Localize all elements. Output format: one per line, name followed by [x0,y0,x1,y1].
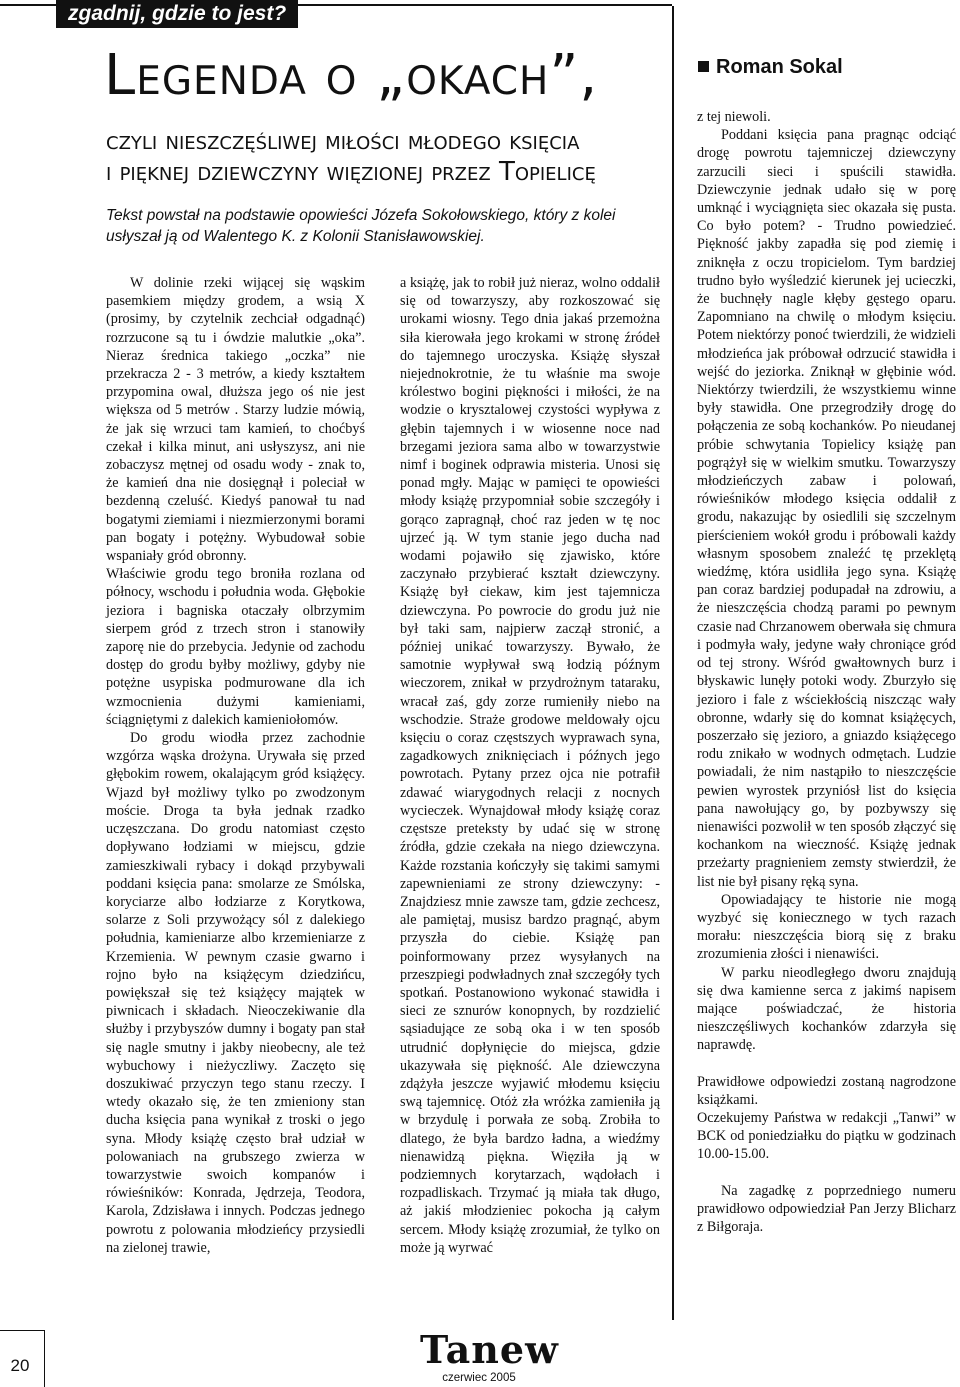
paragraph: W parku nieodległego dworu znajdują się dwa kamienne serca z jakimś napisem mające poświadczać, że historia nieszczęśliwych kochanków zdarzyła się naprawdę. [697,964,956,1054]
author-byline [698,54,843,80]
subtitle-line: czyli nieszczęśliwej miłości młodego księcia [106,126,580,156]
text-column-2 [400,274,660,1257]
paragraph: W dolinie rzeki wijącej się wąskim pasemkiem między grodem, a wsią X (prosimy, by czytelnik zechciał odgadnąć) rozrzucone są tu i ówdzie malutkie „oka”. Nieraz średnica takiego „oczka” nie przekracza 2 - 3 metrów, a kiedy kształtem przypomina owal, dłuższa jego oś nie jest większa od 5 metrów . Starzy ludzie mówią, że jak się wrzuci tam kamień, to choćbyś czekał i kilka minut, ani usłyszysz, ani nie zobaczysz mętnej od osadu wody - znak to, że kamień dna nie dosięgnął i poleciał w bezdenną czeluść. Kiedyś panował tu nad bogatymi ziemiami i niezmierzonymi borami pan bogaty i potężny. Wybudował sobie wspaniały gród obronny. [106,275,365,565]
page-number: 20 [10,1356,30,1375]
text-column-3 [697,108,956,1236]
paragraph: Opowiadający te historie nie mogą wyzbyć się koniecznego w tych razach morału: nieszczęścia biorą się z braku zrozumienia złości i nienawiści. [697,891,956,963]
contest-note: Prawidłowe odpowiedzi zostaną nagrodzone książkami. [697,1073,956,1108]
magazine-logo: Tanew [420,1327,559,1372]
subtitle-line: i pięknej dziewczyny więzionej przez Topielicę [106,157,596,187]
contest-note: Oczekujemy Państwa w redakcji „Tanwi” w BCK od poniedziałku do piątku w godzinach 10.00-15.00. [697,1109,956,1163]
square-bullet-icon [698,61,709,72]
paragraph: z tej niewoli. [697,109,771,125]
section-rubric: zgadnij, gdzie to jest? [56,0,298,28]
paragraph: Do grodu wiodła przez zachodnie wzgórza wąska drożyna. Urywała się przed głębokim rowem, okalającym gród książęcy. Wjazd był możliwy tylko po zwodzonym moście. Droga ta była jednak rzadko uczęszczana. Do grodu natomiast często dopływano łodziami w miejscu, gdzie zamieszkiwali rybacy i dokąd przybywali poddani księcia pana: smolarze ze Smólska, koryciarze albo łodziarze z Korytkowa, solarze z Soli przywożący sól z dalekiego południa, kamieniarze albo krzemieniarze z Krzemienia. W pewnym czasie gwarno i rojno było na książęcym dziedzińcu, powiększał się też książęcy majątek w piwnicach i składach. Nieoczekiwanie dla służby i przybyszów dumny i bogaty pan stał się nagle smutny i jakby nieobecny, ale też wybuchowy i nieżyczliwy. Zaczęto się doszukiwać przyczyn tego stanu rzeczy. I wtedy okazało się, że ten zmieniony stan ducha księcia pana wynikał z troski o jego syna. Młody książę często brał udział w polowaniach na grubszego zwierza w towarzystwie swoich kompanów i rówieśników: Konrada, Jędrzeja, Teodora, Karola, Zdzisława i innych. Podczas jednego powrotu z polowania młodzieńcy przysiedli na zielonej trawie, [106,730,365,1256]
paragraph: Poddani księcia pana pragnąc odciąć drogę powrotu tajemniczej dziewczyny zarzucili sieci i spuścili stawidła. Dziewczynie jednak udało się w porę umknąć i wyciągnięta siec okazała się pusta. Co było potem? - Trudno powiedzieć. Piękność jakby zapadła się pod ziemię i zniknęła z oczu tropicielom. Tym bardziej trudno było wyśledzić kierunek jej ucieczki, że buchnęły nagle kłęby gęstego oparu. Zapomniano na chwilę o młodym księciu. Potem niektórzy ponoć twierdzili, że widzieli młodzieńca jak próbował odrzucić stawidła i wejść do jeziorka. Zniknął w głębinie wód. Niektórzy twierdzili, że wszystkiemu winne były stawidła. One przegrodziły drogę do połączenia ze sobą kochanków. Po nieudanej próbie schwytania Topielicy książę pan pogrążył się w wielkim smutku. Towarzyszy młodzieńczych zabaw i polowań, rówieśników młodego księcia oddalił z grodu, nakazując by osiedlili się szczelnym pierścieniem wokół grodu i próbowali każdy własnym sposobem znaleźć tę przeklętą wiedźmę, która usidliła jego syna. Książę pan coraz bardziej podupadał na zdrowiu, a że nieszczęścia chodzą parami po pewnym czasie nad Chrzanowem oberwała się chmura i podmyła wały, jedyne wały chroniące gród od tej strony. Wśród gwałtownych burz i błyskawic lunęły potoki wody. Zburzyło się jezioro i fale z wściekłością niszcząc wały obronne, wdarły się do komnat książęcych, poszerzało się jezioro, a gniazdo książęcego rodu znikało w wodnych odmętach. Ludzie powiadali, że nim nastąpiło to nieszczęście pewien wyrostek przyniósł list do księcia pana nawołujący go, by pozbywszy się nienawiści pozwolił w ten sposób złączyć się kochankom na wieczność. Książę jednak przeżarty pragnieniem zemsty stwierdził, że list nie był pisany ręką syna. [697,127,956,890]
winner-note: Na zagadkę z poprzedniego numeru prawidłowo odpowiedział Pan Jerzy Blicharz z Biłgoraja. [697,1182,956,1235]
article-subtitle [106,126,666,188]
author-name: Roman Sokal [716,56,843,78]
article-title: Legenda o „okach”, [104,43,599,108]
paragraph: Właściwie grodu tego broniła rozlana od północy, wschodu i południa woda. Głębokie jeziora i bagniska otaczały olbrzymim sierpem gród z trzech stron i stanowiły zaporę nie do przebycia. Jedynie od zachodu dostęp do grodu byłby możliwy, gdyby nie potężne usypiska podmurowane dla ich wzmocnienia dużymi kamieniami, ściągniętymi z dalekich kamieniołomów. [106,566,365,728]
paragraph: a książę, jak to robił już nieraz, wolno oddalił się od towarzyszy, aby rozkoszować się urokami wiosny. Tego dnia jakaś przemożna siła kierowała jego krokami w stronę źródeł do tajemnego uroczyska. Książę słyszał niejednokrotnie, że tu właśnie ma swoje królestwo bogini piękności i miłości, że na wodzie o krysztalowej czystości wypływa z głębin tajemnych i w wiosenne noce nad brzegami jeziora sama albo w towarzystwie nimf i boginek odprawia misteria. Unosi się ponad mgły. Mając w pamięci te opowieści młody książę przypomniał sobie szczegóły i gorąco zapragnął, choć raz jeden w tę noc ujrzeć ją. W tym stanie jego ducha nad wodami pojawiło się zjawisko, które zaczynało przybierać kształt dziewczyny. Książę był ciekaw, kim jest tajemnicza dziewczyna. Po powrocie do grodu już nie był taki sam, najpierw zaczął stronić, a później unikać towarzyszy. Bywało, że samotnie wypływał swą łodzią późnym wieczorem, znikał w przydrożnym tataraku, wracał zaś, gdy zorze rumieniły niebo na wschodzie. Straże grodowe meldowały ojcu księciu o coraz częstszych wyprawach syna, zagadkowych zniknięciach i późnych jego powrotach. Pytany przez ojca nie potrafił zdawać wiarygodnych relacji z nocnych wycieczek. Wynajdował młody książę coraz częstsze preteksty by udać się w stronę źródła, gdzie czekała na niego dziewczyna. Każde rozstania kończyły się takimi samymi zapewnieniami ze strony dziewczyny: - Znajdziesz mnie zawsze tam, gdzie zechcesz, ale pamiętaj, musisz bardzo pragnąć, abym przyszła do ciebie. Książę pan poinformowany przez wysyłanych na przeszpiegi podwładnych znał szczegóły tych spotkań. Postanowiono wykonać stawidła i sieci ze sznurów konopnych, by rozdzielić sąsiadujące ze sobą oka i w ten sposób utrudnić dopłynięcie do miejsca, gdzie ukazywała się piękność. Ale dziewczyna zdążyła jeszcze wyjawić młodemu księciu swą tajemnicę. Otóż zła wróżka zamieniła ją w brzydulę i porwała ze sobą. Zrobiła to dlatego, że była bardzo ładna, a wiedźmy nienawidzą piękna. Więziła ją w podziemnych korytarzach, wądołach i rozpadliskach. Trzymać ją miała tak długo, aż jakiś młodzieniec pokocha ją całym sercem. Młody książę zrozumiał, że tylko on może ją wyrwać [400,275,660,1256]
column-divider [672,6,674,1320]
text-column-1 [106,274,365,1257]
issue-date: czerwiec 2005 [442,1372,516,1384]
article-intro: Tekst powstał na podstawie opowieści Józefa Sokołowskiego, który z kolei usłyszał ją od Walentego K. z Kolonii Stanisławowskiej. [106,207,616,245]
